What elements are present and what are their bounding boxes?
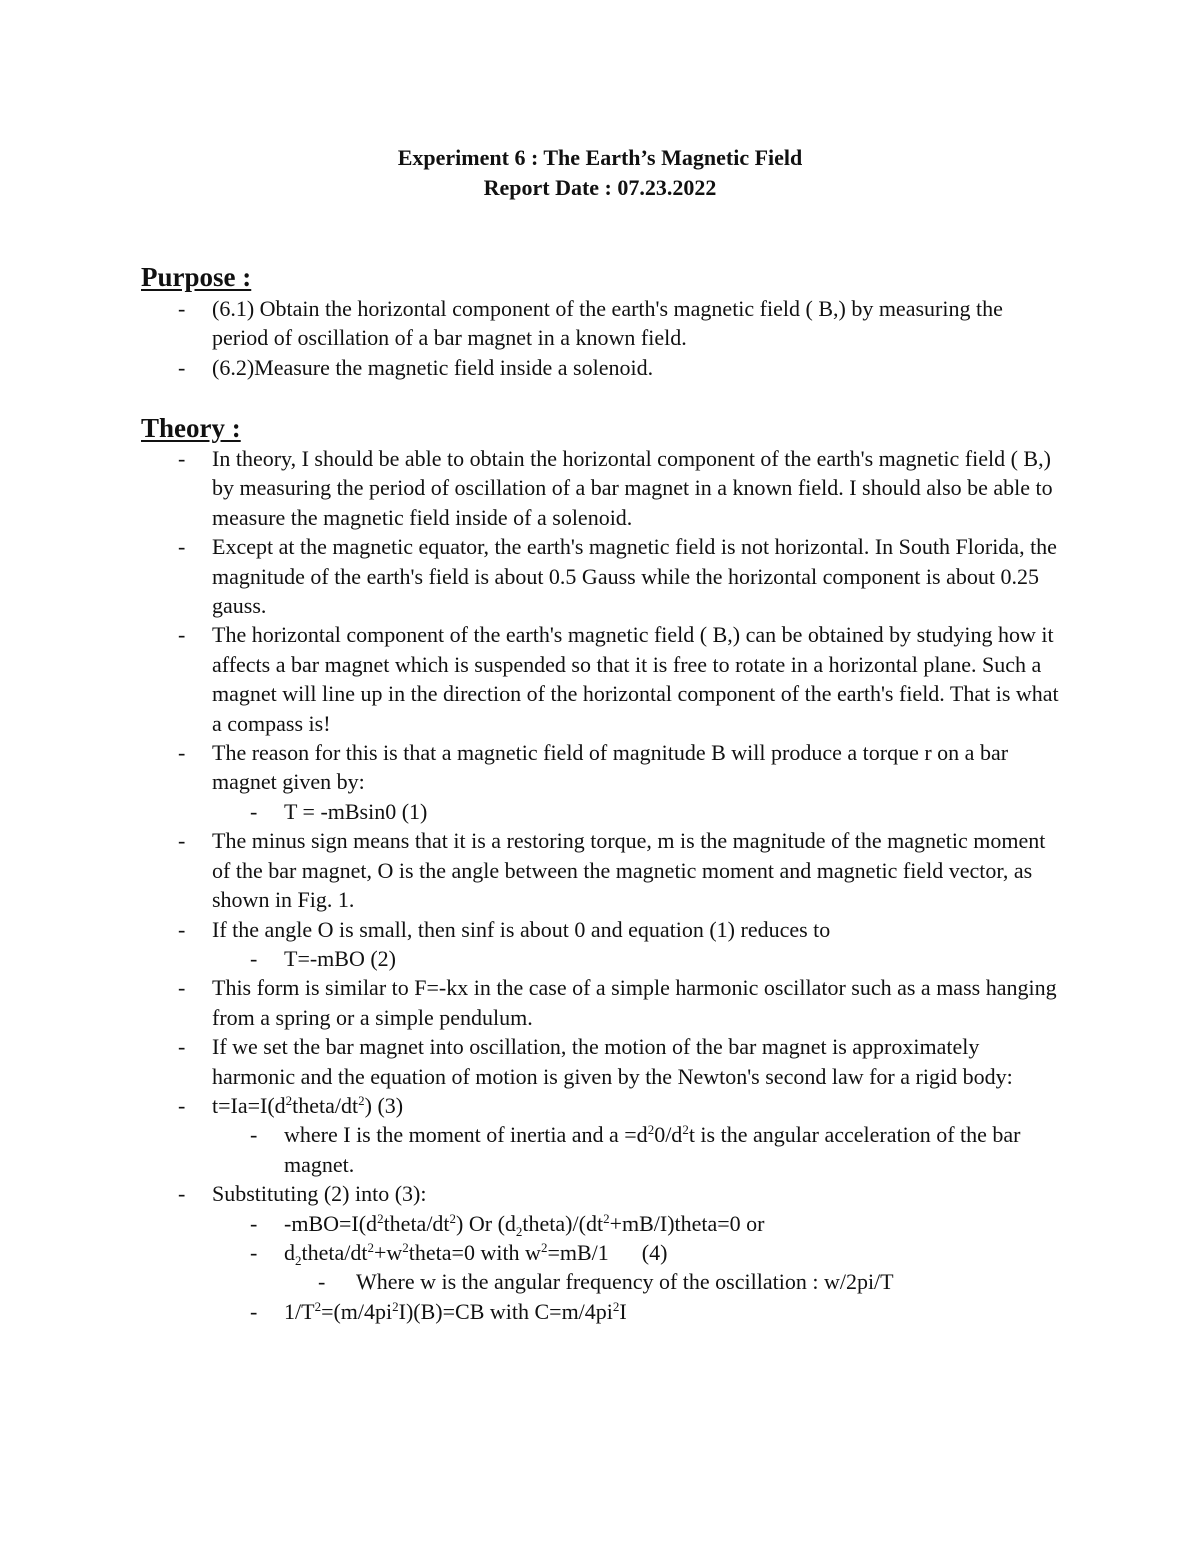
list-item xyxy=(0,826,1200,914)
list-item xyxy=(0,738,1200,797)
bullet-dash: - xyxy=(250,1239,258,1265)
list-item xyxy=(0,797,1200,826)
list-item xyxy=(0,1209,1200,1238)
list-item xyxy=(0,1120,1200,1179)
bullet-dash: - xyxy=(178,916,186,942)
bullet-dash: - xyxy=(250,1122,258,1148)
bullet-dash: - xyxy=(178,446,186,471)
angular-frequency-note: Where w is the angular frequency of the oscillation : w/2pi/T xyxy=(356,1269,894,1295)
list-item xyxy=(0,620,1200,738)
theory-item-4: The reason for this is that a magnetic field of magnitude B will produce a torque r on a bar magnet given by: xyxy=(212,740,1009,795)
list-item xyxy=(0,1297,1200,1326)
purpose-item-2: (6.2)Measure the magnetic field inside a solenoid. xyxy=(212,354,654,380)
bullet-dash: - xyxy=(250,945,258,971)
equation-2: T=-mBO (2) xyxy=(284,945,396,971)
list-item xyxy=(0,1179,1200,1208)
list-item xyxy=(0,1267,1200,1296)
list-item xyxy=(0,444,1200,532)
bullet-dash: - xyxy=(178,1034,186,1060)
equation-3-note: where I is the moment of inertia and $a =d^20/d^2t$ is the angular acceleration of the bar magnet. xyxy=(284,1122,1021,1177)
list-item xyxy=(0,915,1200,944)
document-title: Experiment 6 : The Earth’s Magnetic Field xyxy=(397,145,803,170)
theory-item-5: The minus sign means that it is a restoring torque, m is the magnitude of the magnetic moment of the bar magnet, O is the angle between the magnetic moment and magnetic field vector, as shown in Fig. 1. xyxy=(212,828,1046,913)
list-item xyxy=(0,532,1200,620)
bullet-dash: - xyxy=(318,1269,326,1295)
list-item xyxy=(0,294,1200,353)
purpose-item-1: (6.1) Obtain the horizontal component of the earth's magnetic field ( B,) by measuring the period of oscillation of a bar magnet in a known field. xyxy=(212,296,1003,351)
theory-item-3: The horizontal component of the earth's magnetic field ( B,) can be obtained by studying how it affects a bar magnet which is suspended so that it is free to rotate in a horizontal plane. Such a magnet will line up in the direction of the horizontal component of the earth's field. That is what a compass is! xyxy=(212,622,1059,736)
bullet-dash: - xyxy=(250,1210,258,1236)
equation-period: $1/T^2=(m/4pi^2I)(B)=CB$ with $C=m/4pi^2I$ xyxy=(284,1298,627,1324)
list-item xyxy=(0,1032,1200,1091)
purpose-list xyxy=(0,294,1200,382)
list-item xyxy=(0,353,1200,382)
theory-item-8: If we set the bar magnet into oscillation, the motion of the bar magnet is approximately harmonic and the equation of motion is given by the Newton's second law for a rigid body: xyxy=(212,1034,1013,1089)
purpose-heading: Purpose : xyxy=(141,262,252,292)
list-item xyxy=(0,973,1200,1032)
equation-3: $t=Ia=I(d^2theta/dt^2)$ (3) xyxy=(212,1092,404,1118)
bullet-dash: - xyxy=(178,828,186,854)
theory-item-1: In theory, I should be able to obtain the horizontal component of the earth's magnetic field ( B,) by measuring the period of oscillation of a bar magnet in a known field. I should also be able to measure the magnetic field inside of a solenoid. xyxy=(212,446,1053,530)
bullet-dash: - xyxy=(178,740,186,766)
theory-item-7: This form is similar to F=-kx in the case of a simple harmonic oscillator such as a mass hanging from a spring or a simple pendulum. xyxy=(212,975,1057,1030)
equation-substituted: $-mBO=I(d^2theta/dt^2)$ Or $(d_2theta)/(dt^2+mB/I)theta=0$ or xyxy=(284,1210,765,1239)
bullet-dash: - xyxy=(178,534,186,560)
bullet-dash: - xyxy=(178,1181,186,1207)
theory-heading: Theory : xyxy=(141,413,241,443)
report-date: Report Date : 07.23.2022 xyxy=(483,175,717,200)
bullet-dash: - xyxy=(178,1092,186,1118)
bullet-dash: - xyxy=(250,1298,258,1324)
bullet-dash: - xyxy=(178,354,186,380)
equation-1: T = -mBsin0 (1) xyxy=(284,798,428,824)
list-item xyxy=(0,1238,1200,1267)
equation-4: $d_2theta/dt^2+w^2theta=0$ with $w^2=mB/1$ (4) xyxy=(284,1239,668,1268)
bullet-dash: - xyxy=(178,975,186,1001)
bullet-dash: - xyxy=(178,622,186,648)
list-item xyxy=(0,944,1200,973)
theory-item-6: If the angle O is small, then sinf is about 0 and equation (1) reduces to xyxy=(212,916,831,942)
bullet-dash: - xyxy=(178,296,186,321)
list-item xyxy=(0,1091,1200,1120)
substituting-line: Substituting (2) into (3): xyxy=(212,1181,427,1207)
theory-list xyxy=(0,444,1200,1326)
theory-item-2: Except at the magnetic equator, the earth's magnetic field is not horizontal. In South Florida, the magnitude of the earth's field is about 0.5 Gauss while the horizontal component is about 0.25 gauss. xyxy=(212,534,1057,619)
bullet-dash: - xyxy=(250,798,258,824)
